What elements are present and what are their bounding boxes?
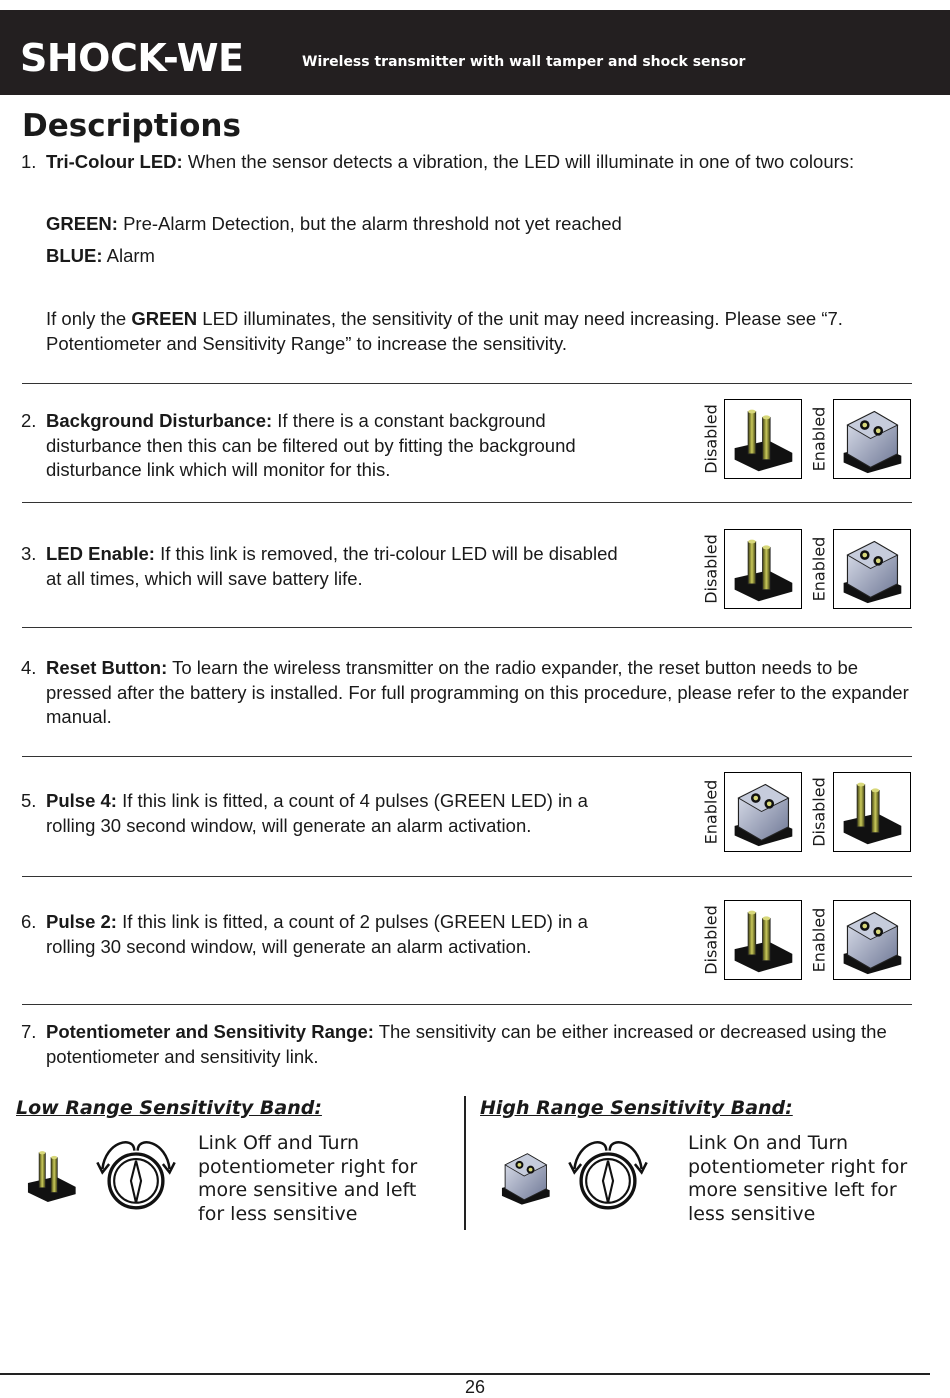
item-6-label-a — [699, 900, 723, 980]
divider — [22, 876, 912, 877]
item-6-title: Pulse 2: — [46, 911, 117, 932]
item-3-number: 3. — [21, 543, 37, 564]
jumper-open-image — [724, 900, 802, 980]
label-text: Disabled — [701, 905, 721, 975]
jumper-open-icon — [725, 400, 800, 477]
item-7-body: The sensitivity can be either increased or decreased using the potentiometer and sensitivity link. — [46, 1021, 887, 1067]
item-6-text — [46, 910, 621, 959]
divider — [22, 1004, 912, 1005]
label-text: Enabled — [809, 406, 829, 472]
band-divider — [464, 1096, 466, 1230]
jumper-closed-image — [833, 399, 911, 479]
green-line — [46, 212, 622, 237]
item-6-number: 6. — [21, 911, 37, 932]
jumper-closed-icon — [725, 773, 800, 850]
low-band-pot — [94, 1130, 178, 1220]
item-4-number: 4. — [21, 657, 37, 678]
label-text: Disabled — [809, 777, 829, 847]
low-band-text: Link Off and Turn potentiometer right for more sensitive and left for less sensitive — [198, 1132, 418, 1225]
jumper-open-image — [833, 772, 911, 852]
jumper-open-icon — [20, 1140, 82, 1210]
item-2-text — [46, 409, 621, 483]
divider — [22, 627, 912, 628]
jumper-closed-image — [833, 529, 911, 609]
label-text: Disabled — [701, 404, 721, 474]
item-4-body: To learn the wireless transmitter on the radio expander, the reset button needs to be pressed after the battery is installed. For full programming on this procedure, please refer to the expander manual. — [46, 657, 909, 727]
item-2-label-b — [807, 399, 831, 479]
label-text: Disabled — [701, 534, 721, 604]
label-text: Enabled — [809, 536, 829, 602]
potentiometer-icon — [94, 1130, 178, 1220]
jumper-open-icon — [725, 530, 800, 607]
jumper-open-icon — [725, 901, 800, 978]
item-1-body: When the sensor detects a vibration, the LED will illuminate in one of two colours: — [182, 151, 855, 172]
item-1-number: 1. — [21, 151, 37, 172]
item-2-title: Background Disturbance: — [46, 410, 273, 431]
item-7-number: 7. — [21, 1021, 37, 1042]
jumper-closed-image — [833, 900, 911, 980]
jumper-closed-image — [724, 772, 802, 852]
low-band-jumper — [20, 1140, 82, 1210]
jumper-closed-icon — [494, 1138, 556, 1214]
item-1-title: Tri-Colour LED: — [46, 151, 183, 172]
item-4-title: Reset Button: — [46, 657, 168, 678]
item-7-title: Potentiometer and Sensitivity Range: — [46, 1021, 374, 1042]
green-label: GREEN: — [46, 213, 118, 234]
item-1-text — [46, 150, 926, 175]
jumper-open-image — [724, 399, 802, 479]
item-3-body: If this link is removed, the tri-colour LED will be disabled at all times, which will save battery life. — [46, 543, 618, 589]
item-3-label-b — [807, 529, 831, 609]
high-band-pot — [566, 1130, 650, 1220]
page-number: 26 — [464, 1377, 486, 1397]
footer-rule — [0, 1373, 930, 1375]
item-3-title: LED Enable: — [46, 543, 155, 564]
potentiometer-icon — [566, 1130, 650, 1220]
label-text: Enabled — [701, 779, 721, 845]
divider — [22, 756, 912, 757]
jumper-closed-icon — [834, 901, 909, 978]
item-5-label-a — [699, 772, 723, 852]
label-text: Enabled — [809, 907, 829, 973]
item-4-text — [46, 656, 914, 730]
item-2-label-a — [699, 399, 723, 479]
header-bar — [0, 10, 950, 95]
jumper-closed-icon — [834, 530, 909, 607]
item-6-body: If this link is fitted, a count of 2 pulses (GREEN LED) in a rolling 30 second window, will generate an alarm activation. — [46, 911, 588, 957]
blue-line — [46, 244, 155, 269]
high-band-text: Link On and Turn potentiometer right for more sensitive left for less sensitive — [688, 1132, 908, 1225]
item-5-body: If this link is fitted, a count of 4 pulses (GREEN LED) in a rolling 30 second window, will generate an alarm activation. — [46, 790, 588, 836]
item-3-text — [46, 542, 621, 591]
item-2-number: 2. — [21, 410, 37, 431]
high-band-jumper — [494, 1138, 556, 1214]
jumper-open-image — [724, 529, 802, 609]
note-pre: If only the — [46, 308, 132, 329]
item-7-text — [46, 1020, 921, 1069]
item-2-body: If there is a constant background disturbance then this can be filtered out by fitting the background disturbance link which will monitor for this. — [46, 410, 576, 480]
header-subtitle: Wireless transmitter with wall tamper and shock sensor — [302, 54, 746, 70]
blue-text: Alarm — [102, 245, 155, 266]
item-5-title: Pulse 4: — [46, 790, 117, 811]
model-name: SHOCK-WE — [20, 36, 244, 80]
item-5-text — [46, 789, 621, 838]
page-heading: Descriptions — [22, 108, 241, 144]
note-bold: GREEN — [131, 308, 198, 329]
divider — [22, 502, 912, 503]
note-post: LED illuminates, the sensitivity of the unit may need increasing. Please see “7. Potentiometer and Sensitivity Range” to increase the sensitivity. — [46, 308, 843, 354]
item-3-label-a — [699, 529, 723, 609]
item-5-label-b — [807, 772, 831, 852]
jumper-open-icon — [834, 773, 909, 850]
jumper-closed-icon — [834, 400, 909, 477]
item-5-number: 5. — [21, 790, 37, 811]
item-6-label-b — [807, 900, 831, 980]
blue-label: BLUE: — [46, 245, 103, 266]
green-text: Pre-Alarm Detection, but the alarm threshold not yet reached — [117, 213, 622, 234]
high-band-title: High Range Sensitivity Band: — [480, 1097, 793, 1119]
green-note — [46, 307, 906, 356]
low-band-title: Low Range Sensitivity Band: — [16, 1097, 322, 1119]
divider — [22, 383, 912, 384]
